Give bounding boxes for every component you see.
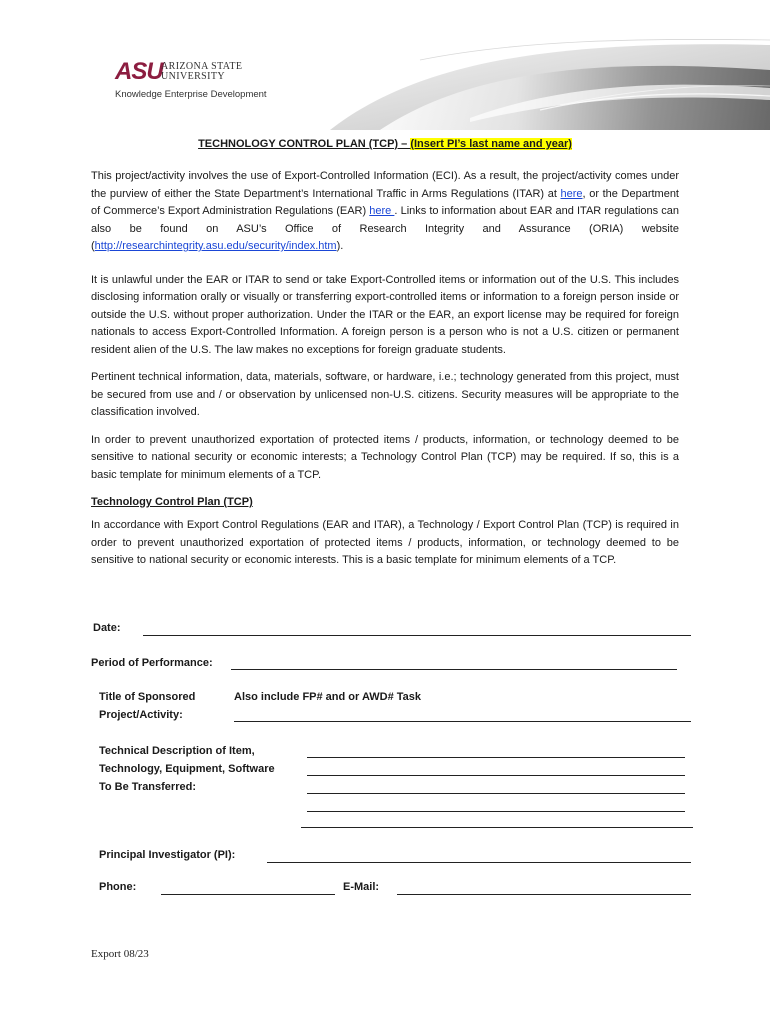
intro-paragraph: This project/activity involves the use of Export-Controlled Information (ECI). As a result, the project/activity comes under the purview of either the State Department’s International Traffic in Arms Regulations (ITAR) at here, or the Department of Commerce’s Export Administration Regulations (EAR) here . Links to information about EAR and ITAR regulations can also be found on ASU’s Office of Research Integrity and Assurance (ORIA) website (http://researchintegrity.asu.edu/security/index.htm). <box>91 170 679 252</box>
tcp-paragraph: In accordance with Export Control Regulations (EAR and ITAR), a Technology / Export Control Plan (TCP) is required in order to prevent unauthorized exportation of protected items / products, information, or technology deemed to be sensitive to national security or economic interests. This is a basic template for minimum elements of a TCP. <box>91 519 679 566</box>
document-title: TECHNOLOGY CONTROL PLAN (TCP) – (Insert PI’s last name and year) <box>198 138 572 150</box>
logo-subtitle: Knowledge Enterprise Development <box>115 89 267 100</box>
title-label-line2: Project/Activity: <box>99 709 183 721</box>
pi-field[interactable] <box>267 862 691 863</box>
phone-field[interactable] <box>161 894 335 895</box>
tech-label-line1: Technical Description of Item, <box>99 745 255 757</box>
title-field[interactable] <box>234 721 691 722</box>
prevent-export-paragraph: In order to prevent unauthorized exportation of protected items / products, information, or technology deemed to be sensitive to national security or economic interests; a Technology Control Plan (TCP) may be required. If so, this is a basic template for minimum elements of a TCP. <box>91 433 679 481</box>
tech-field-line1[interactable] <box>307 757 685 758</box>
period-label: Period of Performance: <box>91 657 213 669</box>
ear-link[interactable]: here <box>369 205 395 217</box>
tech-field-line5[interactable] <box>301 827 693 828</box>
oria-website-link[interactable]: http://researchintegrity.asu.edu/security/index.htm <box>94 240 337 252</box>
asu-logo-wordmark: ARIZONA STATE UNIVERSITY <box>161 61 243 82</box>
tech-field-line4[interactable] <box>307 811 685 812</box>
date-field[interactable] <box>143 635 691 636</box>
tech-field-line3[interactable] <box>307 793 685 794</box>
itar-link[interactable]: here <box>560 187 583 200</box>
pi-label: Principal Investigator (PI): <box>99 849 236 861</box>
period-field[interactable] <box>231 669 677 670</box>
pertinent-info-paragraph: Pertinent technical information, data, materials, software, or hardware, i.e.; technology generated from this project, must be secured from use and / or observation by unlicensed non-U.S. citizens. Security measures will be appropriate to the classification involved. <box>91 371 679 418</box>
tech-label-line3: To Be Transferred: <box>99 781 196 793</box>
asu-logo <box>115 60 285 102</box>
title-label-line1: Title of Sponsored <box>99 691 196 703</box>
asu-logo-mark: ASU <box>115 58 163 85</box>
footer-text: Export 08/23 <box>91 948 149 960</box>
tech-field-line2[interactable] <box>307 775 685 776</box>
phone-label: Phone: <box>99 881 137 893</box>
document-body <box>91 136 679 580</box>
email-field[interactable] <box>397 894 691 895</box>
unlawful-paragraph: It is unlawful under the EAR or ITAR to send or take Export-Controlled items or information out of the U.S. This includes disclosing information orally or visually or transferring export-controlled items or information to a foreign person inside or outside the U.S. without proper authorization. Under the ITAR or the EAR, an export license may be required for foreign nationals to access Export-Controlled Information. A foreign person is a person who is not a U.S. citizen or permanent resident alien of the U.S. The law makes no exceptions for foreign graduate students. <box>91 273 679 356</box>
title-note: Also include FP# and or AWD# Task <box>234 691 422 703</box>
tcp-subheading: Technology Control Plan (TCP) <box>91 496 253 508</box>
date-label: Date: <box>93 622 121 634</box>
header <box>0 0 770 130</box>
tech-label-line2: Technology, Equipment, Software <box>99 763 275 775</box>
title-placeholder-highlight: (Insert PI’s last name and year) <box>410 138 572 150</box>
email-label: E-Mail: <box>343 881 380 893</box>
